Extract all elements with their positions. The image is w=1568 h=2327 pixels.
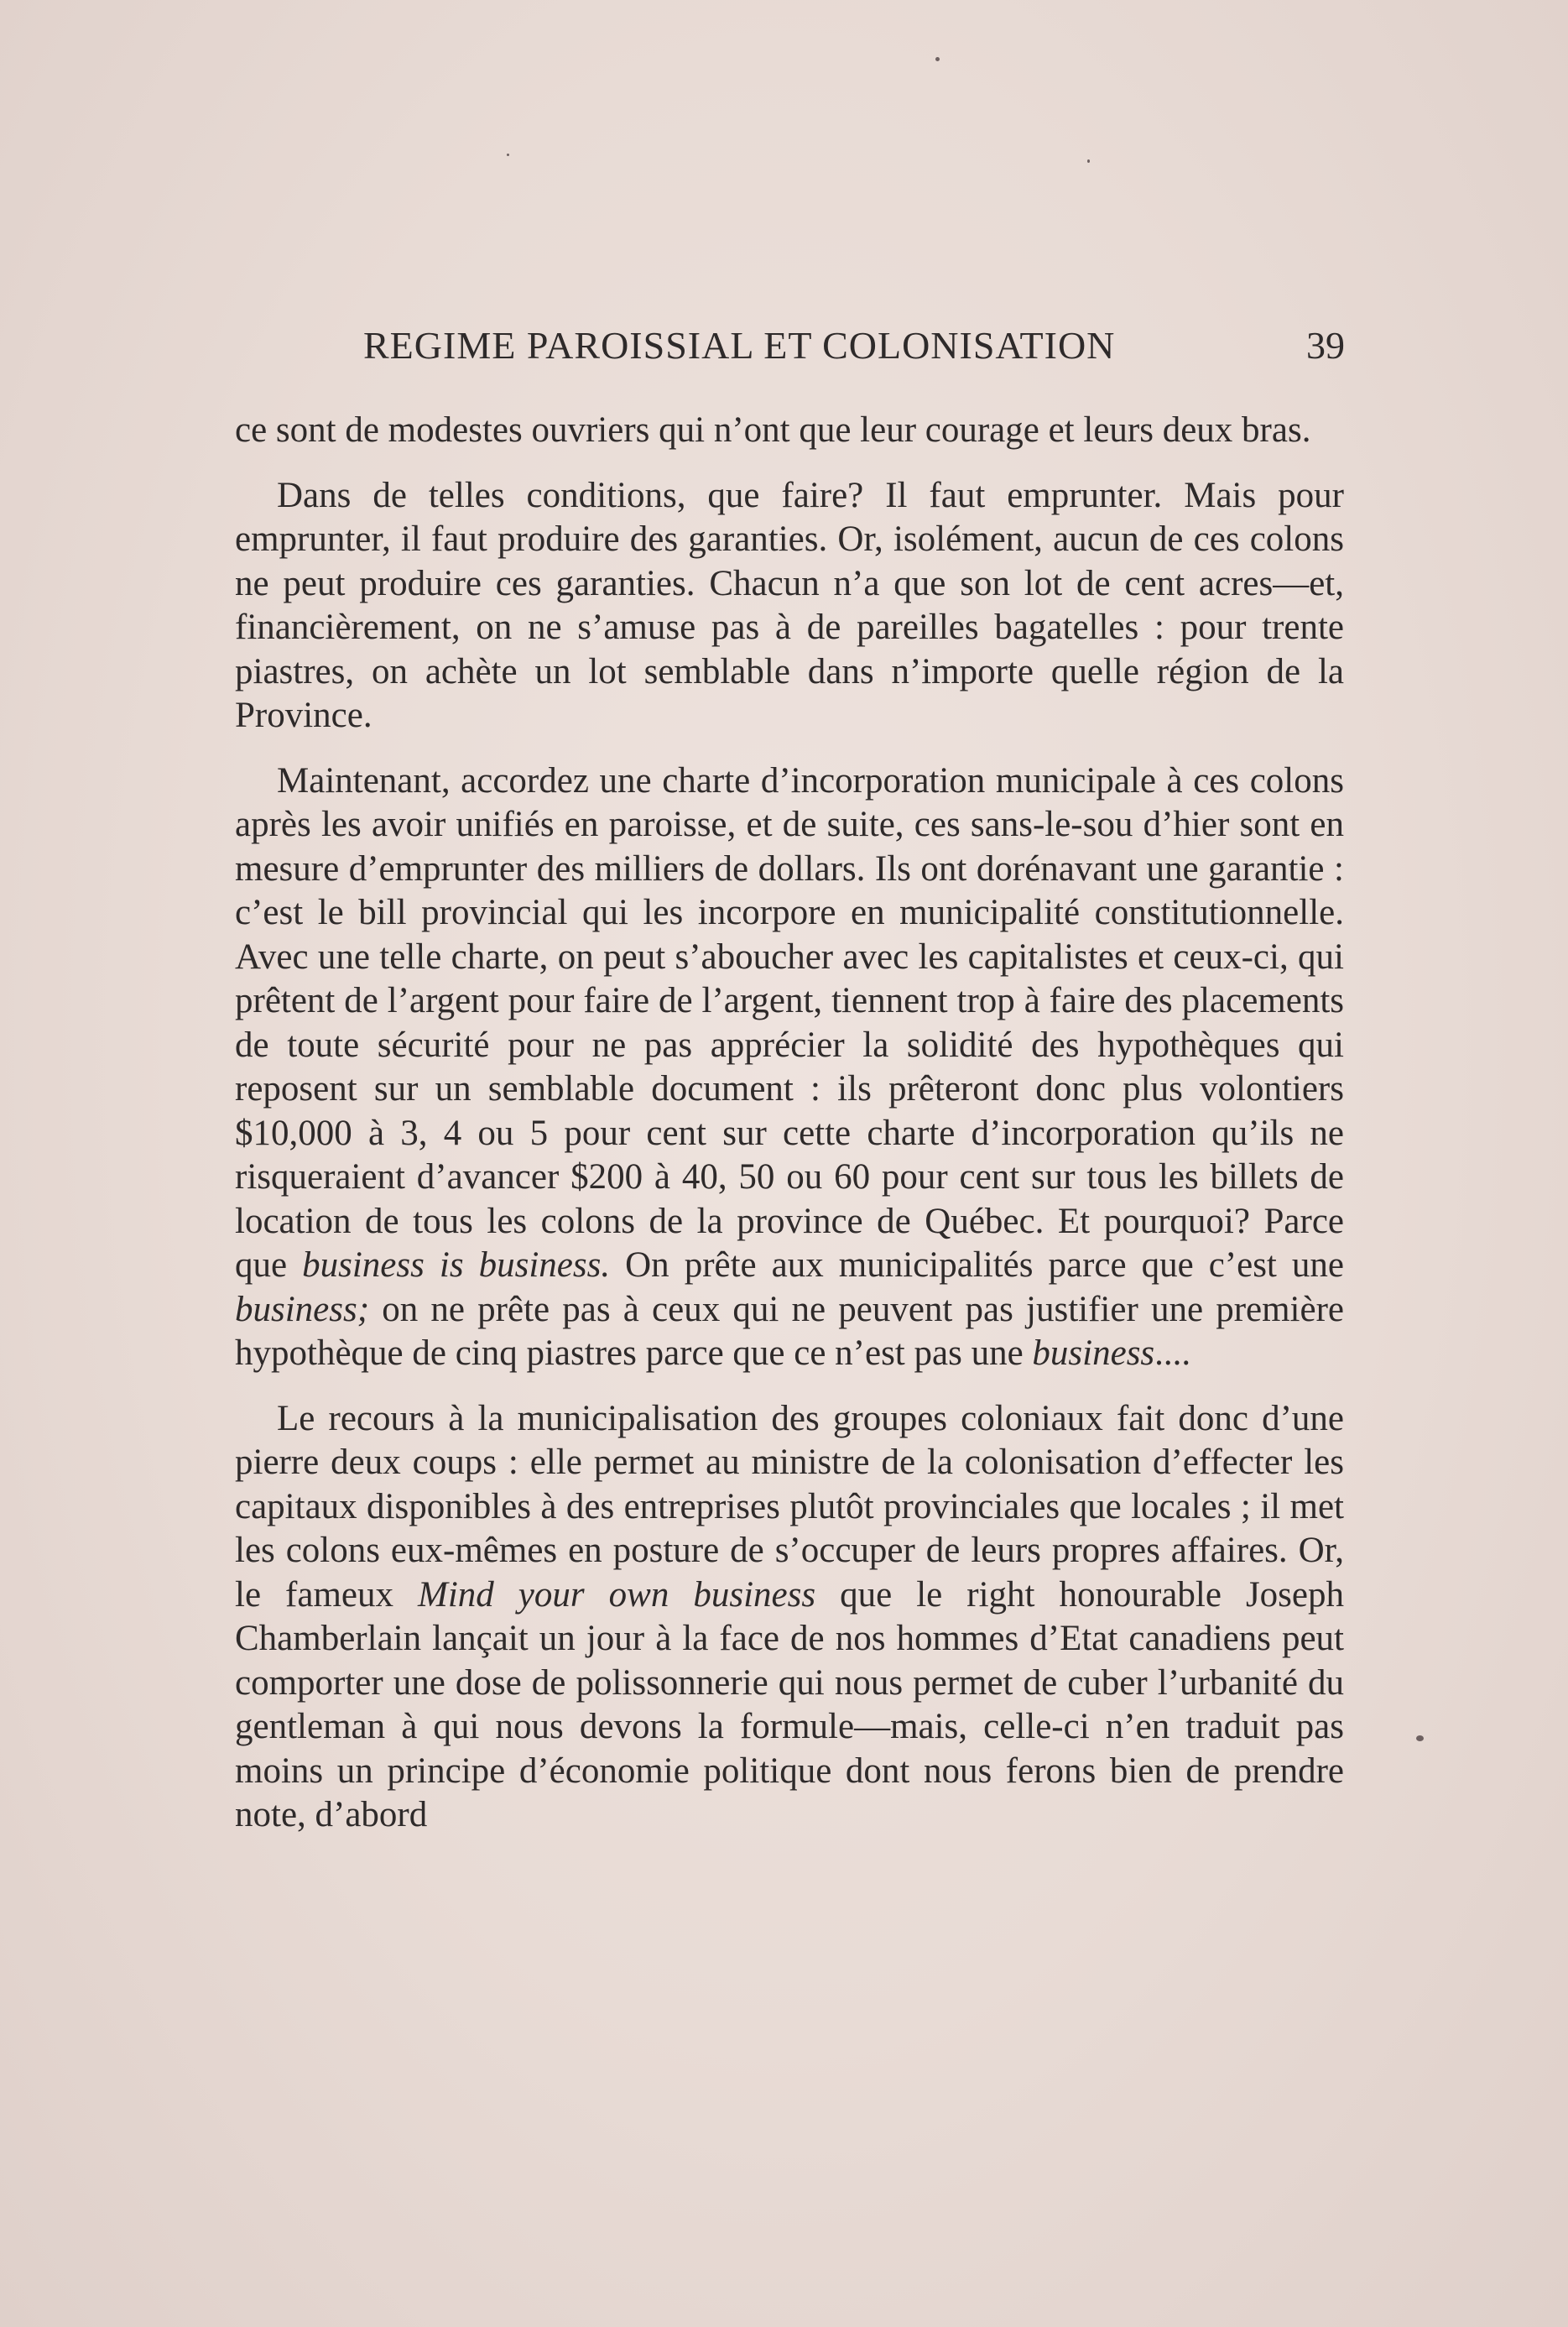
running-title: REGIME PAROISSIAL ET COLONISATION bbox=[363, 324, 1116, 367]
italic-text: Mind your own business bbox=[418, 1574, 816, 1615]
page-number: 39 bbox=[1306, 324, 1345, 367]
text-run: .... bbox=[1154, 1333, 1191, 1373]
paragraph bbox=[235, 474, 1344, 738]
italic-text: business; bbox=[235, 1289, 370, 1329]
paragraph bbox=[235, 759, 1344, 1376]
paragraph bbox=[235, 409, 1344, 453]
text-run: Dans de telles conditions, que faire? Il faut emprunter. Mais pour emprunter, il faut produire des garanties. Or, isolément, aucun de ces colons ne peut produire ces garanties. Chacun n’a que son lot de cent acres—et, financièrement, on ne s’amuse pas à de pareilles bagatelles : pour trente piastres, on achète un lot semblable dans n’importe quelle région de la Province. bbox=[235, 475, 1344, 735]
text-run: que le right honourable Joseph Chamberlain lançait un jour à la face de nos hommes d’Etat canadiens peut comporter une dose de polissonnerie qui nous permet de cuber l’urbanité du gentleman à qui nous devons la formule—mais, celle-ci n’en traduit pas moins un principe d’économie politique dont nous ferons bien de prendre note, d’abord bbox=[235, 1574, 1344, 1834]
text-run: Le recours à la municipalisation des groupes coloniaux fait donc d’une pierre deux coups : elle permet au ministre de la colonisation d’effecter les capitaux disponibles à des entreprises plutôt provinciales que locales ; il met les colons eux-mêmes en posture de s’occuper de leurs propres affaires. Or, le fameux bbox=[235, 1398, 1344, 1615]
italic-text: business is business. bbox=[302, 1245, 611, 1285]
text-run: on ne prête pas à ceux qui ne peuvent pas justifier une première hypothèque de cinq piastres parce que ce n’est pas une bbox=[235, 1289, 1344, 1373]
page-header bbox=[237, 321, 1353, 371]
text-run: Maintenant, accordez une charte d’incorporation municipale à ces colons après les avoir unifiés en paroisse, et de suite, ces sans-le-sou d’hier sont en mesure d’emprunter des milliers de dollars. Ils ont dorénavant une garantie : c’est le bill provincial qui les incorpore en municipalité constitutionnelle. Avec une telle charte, on peut s’aboucher avec les capitalistes et ceux-ci, qui prêtent de l’argent pour faire de l’argent, tiennent trop à faire des placements de toute sécurité pour ne pas apprécier la solidité des hypothèques qui reposent sur un semblable document : ils prêteront donc plus volontiers $10,000 à 3, 4 ou 5 pour cent sur cette charte d’incorporation qu’ils ne risqueraient d’avancer $200 à 40, 50 ou 60 pour cent sur tous les billets de location de tous les colons de la province de Québec. Et pourquoi? Parce que bbox=[235, 760, 1344, 1285]
paragraph bbox=[235, 1397, 1344, 1838]
paper-speck bbox=[1087, 159, 1090, 163]
paper-speck bbox=[935, 57, 940, 61]
text-run: On prête aux municipalités parce que c’est une bbox=[610, 1245, 1344, 1285]
paper-speck bbox=[1416, 1735, 1424, 1741]
italic-text: business bbox=[1032, 1333, 1155, 1373]
paper-speck bbox=[507, 154, 509, 156]
body-text bbox=[235, 409, 1344, 1838]
text-run: ce sont de modestes ouvriers qui n’ont que leur courage et leurs deux bras. bbox=[235, 410, 1311, 450]
